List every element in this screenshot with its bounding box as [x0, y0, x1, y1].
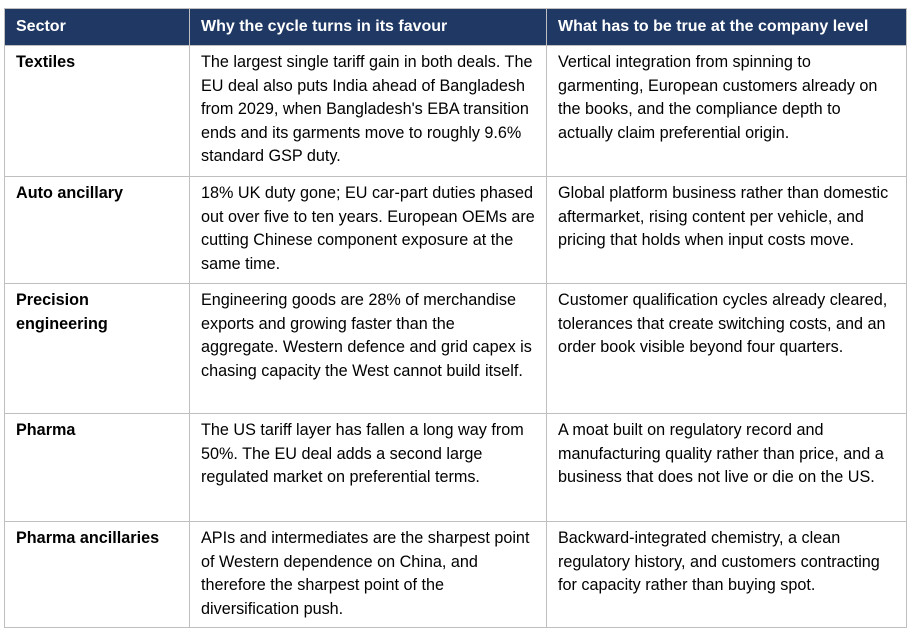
why-cell: The US tariff layer has fallen a long way from 50%. The EU deal adds a second large regulated market on preferential terms. [190, 414, 547, 522]
what-cell: Backward-integrated chemistry, a clean regulatory history, and customers contracting for capacity rather than buying spot. [547, 522, 907, 628]
header-company-level: What has to be true at the company level [547, 9, 907, 46]
header-why-cycle-turns: Why the cycle turns in its favour [190, 9, 547, 46]
sector-cell: Auto ancillary [5, 177, 190, 284]
table-row [5, 522, 907, 628]
sector-cell: Pharma ancillaries [5, 522, 190, 628]
table-row [5, 414, 907, 522]
table-row [5, 46, 907, 177]
why-cell: 18% UK duty gone; EU car-part duties phased out over five to ten years. European OEMs are cutting Chinese component exposure at the same time. [190, 177, 547, 284]
sector-cell: Pharma [5, 414, 190, 522]
header-sector: Sector [5, 9, 190, 46]
sector-table [4, 8, 907, 628]
table-row [5, 177, 907, 284]
why-cell: Engineering goods are 28% of merchandise exports and growing faster than the aggregate. Western defence and grid capex is chasing capacity the West cannot build itself. [190, 284, 547, 414]
table-body [5, 46, 907, 628]
table-header [5, 9, 907, 46]
what-cell: Global platform business rather than domestic aftermarket, rising content per vehicle, and pricing that holds when input costs move. [547, 177, 907, 284]
what-cell: A moat built on regulatory record and manufacturing quality rather than price, and a business that does not live or die on the US. [547, 414, 907, 522]
why-cell: The largest single tariff gain in both deals. The EU deal also puts India ahead of Bangladesh from 2029, when Bangladesh's EBA transition ends and its garments move to roughly 9.6% standard GSP duty. [190, 46, 547, 177]
table-row [5, 284, 907, 414]
why-cell: APIs and intermediates are the sharpest point of Western dependence on China, and therefore the sharpest point of the diversification push. [190, 522, 547, 628]
header-row [5, 9, 907, 46]
sector-cell: Precision engineering [5, 284, 190, 414]
what-cell: Vertical integration from spinning to garmenting, European customers already on the books, and the compliance depth to actually claim preferential origin. [547, 46, 907, 177]
what-cell: Customer qualification cycles already cleared, tolerances that create switching costs, and an order book visible beyond four quarters. [547, 284, 907, 414]
sector-table-container [4, 8, 906, 628]
sector-cell: Textiles [5, 46, 190, 177]
